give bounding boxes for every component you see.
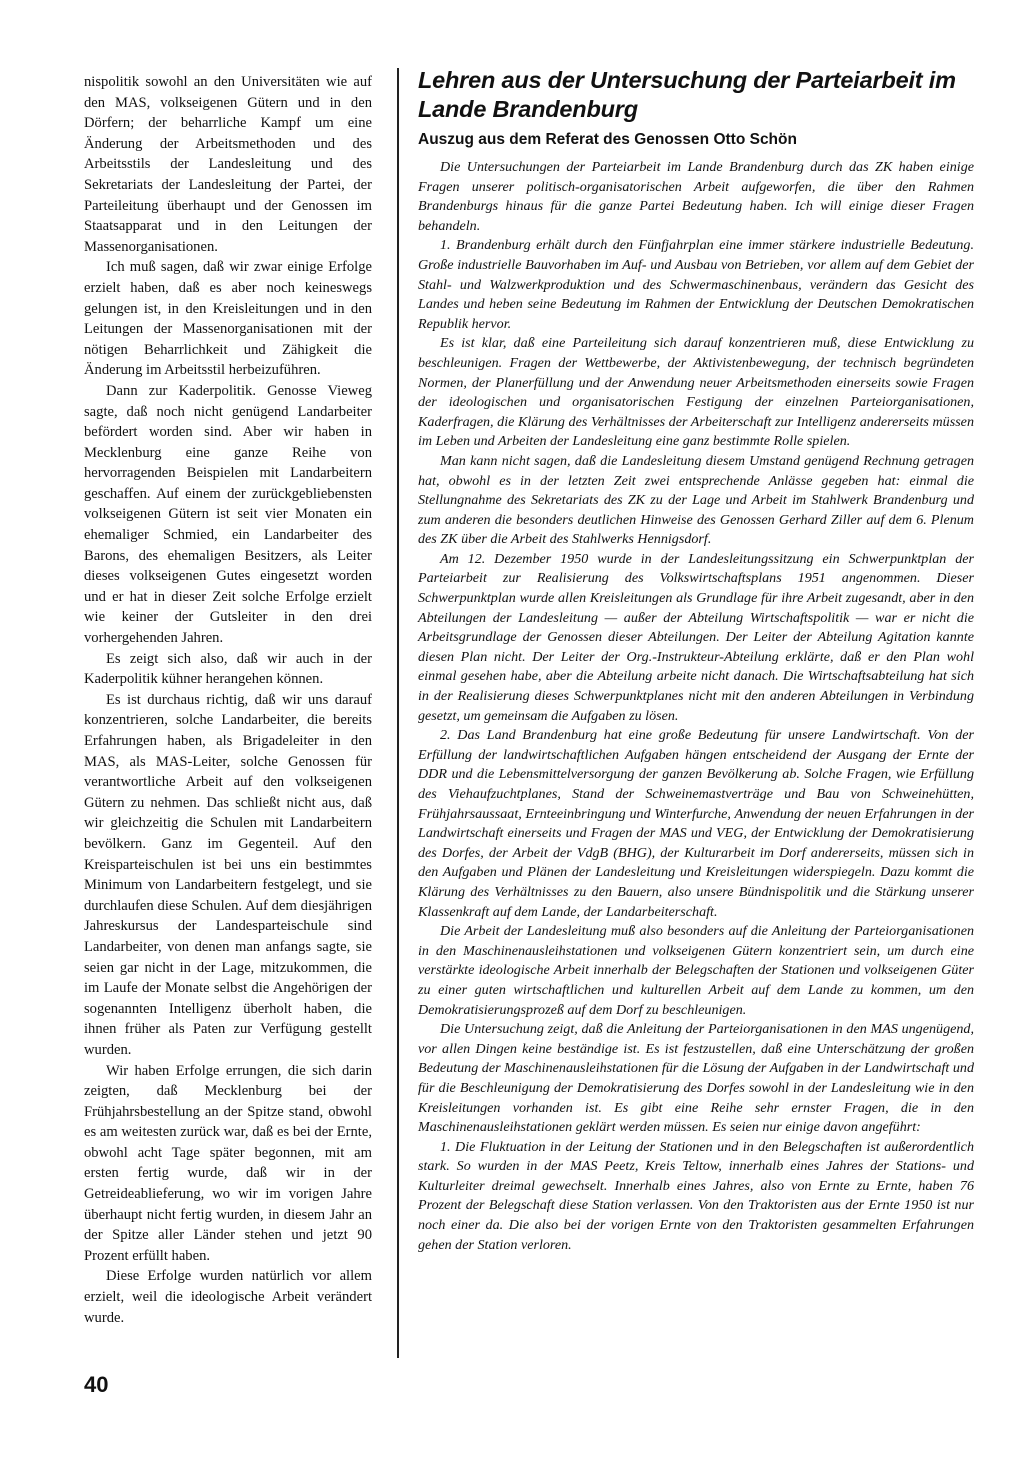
article-paragraph: 1. Brandenburg erhält durch den Fünfjahrplan eine immer stärkere industrielle Bedeutung. Große industrielle Bauvorhaben im Auf- und Ausbau von Betrieben, vor allem auf dem Gebiet der Stahl- und Walzwerkproduktion und des Schwermaschinenbaus, verändern das Gesicht des Landes und heben seine Bedeutung im Rahmen der Entwicklung der Deutschen Demokratischen Republik hervor.	[418, 237, 974, 332]
article-paragraph: Am 12. Dezember 1950 wurde in der Landesleitungssitzung ein Schwerpunktplan der Parteiarbeit zur Realisierung des Volkswirtschaftsplans 1951 angenommen. Dieser Schwerpunktplan wurde allen Kreisleitungen als Grundlage für ihre Arbeit zugesandt, aber in den Abteilungen der Landesleitung — außer der Abteilung Wirtschaftspolitik — war er nicht die Arbeitsgrundlage der Genossen dieser Abteilungen. Der Leiter der Abteilung Agitation kannte diesen Plan nicht. Der Leiter der Org.-Instrukteur-Abteilung erklärte, daß er den Plan wohl einmal gesehen habe, aber die Abteilung arbeite nicht danach. Die Wirtschaftsabteilung hat sich in der Realisierung dieses Schwerpunktplanes nicht mit den anderen Abteilungen in Verbindung gesetzt, um gemeinsam die Aufgaben zu lösen.	[418, 550, 974, 724]
article-title: Lehren aus der Untersuchung der Parteiarbeit im Lande Brandenburg	[418, 67, 956, 122]
page-number: 40	[84, 1372, 109, 1397]
article-paragraph: 2. Das Land Brandenburg hat eine große Bedeutung für unsere Landwirtschaft. Von der Erfüllung der landwirtschaftlichen Aufgaben hängen entscheidend der Ausgang der Ernte der DDR und die Lebensmittelversorgung der ganzen Bevölkerung ab. Solche Fragen, wie Erfüllung des Viehaufzuchtplanes, Stand der Schweinemastverträge und Bau von Schweinehütten, Frühjahrsaussaat, Ernteeinbringung und Winterfurche, Anwendung der neuen Erfahrungen in der Landwirtschaft einerseits und Fragen der MAS und VEG, der Entwicklung der Demokratisierung des Dorfes, der Arbeit der VdgB (BHG), der Kulturarbeit im Dorf andererseits, müssen sich in den Aufgaben und Plänen der Landesleitung und Kreisleitungen widerspiegeln. Dazu kommt die Klärung des Verhältnisses zu den Bauern, also unsere Bündnispolitik und die Stärkung unserer Klassenkraft auf dem Lande, der Landarbeiterschaft.	[418, 727, 974, 920]
article-paragraph: Die Arbeit der Landesleitung muß also besonders auf die Anleitung der Parteiorganisationen in den Maschinenausleihstationen und volkseigenen Gütern konzentriert sein, um durch eine verstärkte ideologische Arbeit innerhalb der Belegschaften der Stationen und volkseigenen Güter zu einer guten wirtschaftlichen und kulturellen Arbeit auf dem Lande zu kommen, um den Demokratisierungsprozeß auf dem Dorf zu beschleunigen.	[418, 923, 974, 1018]
left-paragraph: Dann zur Kaderpolitik. Genosse Vieweg sagte, daß noch nicht genügend Landarbeiter befördert worden sind. Aber wir haben in Mecklenburg eine ganze Reihe von hervorragenden Beispielen mit Landarbeitern geschaffen. Auf einem der zurückgebliebensten volkseigenen Gütern ist seit vier Monaten ein ehemaliger Schmied, ein Landarbeiter des Barons, des ehemaligen Besitzers, als Leiter dieses volkseigenen Gutes eingesetzt worden und er hat in dieser Zeit solche Erfolge erzielt wie keiner der Gutsleiter in den drei vorhergehenden Jahren.	[84, 382, 372, 647]
left-paragraph: Es ist durchaus richtig, daß wir uns darauf konzentrieren, solche Landarbeiter, die bereits Erfahrungen haben, als Brigadeleiter in den MAS, als MAS-Leiter, solche Genossen für verantwortliche Arbeit auf den volkseigenen Gütern zu nehmen. Das schließt nicht aus, daß wir gleichzeitig die Schulen mit Landarbeitern bevölkern. Ganz im Gegenteil. Auf den Kreisparteischulen ist bei uns ein bestimmtes Minimum von Landarbeitern festgelegt, und sie durchlaufen diese Schulen. Auf dem diesjährigen Jahreskursus der Landesparteischule sind Landarbeiter, von denen man anfangs sagte, sie seien gar nicht in der Lage, mitzukommen, die im Laufe der Monate selbst die Angehörigen der sogenannten Intelligenz überholt haben, die ihnen früher als Paten zur Verfügung gestellt wurden.	[84, 691, 372, 1058]
article-paragraph: 1. Die Fluktuation in der Leitung der Stationen und in den Belegschaften ist außerordentlich stark. So wurden in der MAS Peetz, Kreis Teltow, innerhalb eines Jahres der Stations- und Kulturleiter dreimal gewechselt. Innerhalb eines Jahres, also von Ernte zu Ernte, haben 76 Prozent der Belegschaft diese Station verlassen. Von den Traktoristen aus der Ernte 1950 ist nur noch einer da. Die also bei der vorigen Ernte von den Traktoristen gesammelten Erfahrungen gehen der Station verloren.	[418, 1138, 974, 1253]
article	[418, 66, 974, 1255]
article-body	[418, 158, 974, 1255]
article-paragraph: Es ist klar, daß eine Parteileitung sich darauf konzentrieren muß, diese Entwicklung zu beschleunigen. Fragen der Wettbewerbe, der Aktivistenbewegung, der technisch begründeten Normen, der Planerfüllung und der Anwendung neuer Arbeitsmethoden einerseits sowie Fragen der ideologischen und organisatorischen Festigung der einzelnen Parteiorganisationen, Kaderfragen, die Klärung des Verhältnisses der Arbeiterschaft zur Intelligenz andererseits müssen im Leben und Arbeiten der Landesleitung eine ganz bestimmte Rolle spielen.	[418, 335, 974, 450]
article-paragraph: Man kann nicht sagen, daß die Landesleitung diesem Umstand genügend Rechnung getragen hat, obwohl es in der letzten Zeit zwei entsprechende Anlässe gegeben hat: einmal die Stellungnahme des Sekretariats des ZK zu der Lage und Arbeit im Stahlwerk Brandenburg und zum anderen die besonders deutlichen Hinweise des Genossen Gerhard Ziller auf dem 6. Plenum des ZK über die Arbeit des Stahlwerks Hennigsdorf.	[418, 452, 974, 548]
article-subtitle: Auszug aus dem Referat des Genossen Otto Schön	[418, 131, 797, 148]
left-paragraph: Wir haben Erfolge errungen, die sich darin zeigten, daß Mecklenburg bei der Frühjahrsbestellung an der Spitze stand, obwohl es am weitesten zurück war, daß es bei der Ernte, obwohl acht Tage später begonnen, mit am ersten fertig wurde, daß wir in der Getreideablieferung, wo wir im vorigen Jahre überhaupt nicht fertig wurden, in diesem Jahr an der Spitze aller Länder stehen und jetzt 90 Prozent erfüllt haben.	[84, 1062, 372, 1264]
left-paragraph: Ich muß sagen, daß wir zwar einige Erfolge erzielt haben, daß es aber noch keineswegs gelungen ist, in den Kreisleitungen und in den Leitungen der Massenorganisationen mit der nötigen Beharrlichkeit und Zähigkeit die Änderung im Arbeitsstil herbeizuführen.	[84, 259, 372, 379]
left-paragraph: nispolitik sowohl an den Universitäten wie auf den MAS, volkseigenen Gütern und in den Dörfern; der beharrliche Kampf um eine Änderung der Arbeitsmethoden und des Arbeitsstils der Landesleitung und des Sekretariats der Landesleitung der Partei, der Parteileitung überhaupt und der Genossen im Staatsapparat und in den Leitungen der Massenorganisationen.	[84, 74, 372, 255]
article-paragraph: Die Untersuchungen der Parteiarbeit im Lande Brandenburg durch das ZK haben einige Fragen unserer politisch-organisatorischen Arbeit aufgeworfen, die über den Rahmen Brandenburgs hinaus für die ganze Partei Bedeutung haben. Ich will einige dieser Fragen behandeln.	[418, 159, 974, 234]
left-paragraph: Diese Erfolge wurden natürlich vor allem erzielt, weil die ideologische Arbeit verändert wurde.	[84, 1268, 372, 1326]
left-paragraph: Es zeigt sich also, daß wir auch in der Kaderpolitik kühner herangehen können.	[84, 650, 372, 688]
left-column	[84, 72, 372, 1328]
column-divider	[397, 68, 399, 1358]
article-paragraph: Die Untersuchung zeigt, daß die Anleitung der Parteiorganisationen in den MAS ungenügend, vor allen Dingen keine beständige ist. Es ist festzustellen, daß eine Unterschätzung der großen Bedeutung der Maschinenausleihstationen für die Lösung der Aufgaben in der Landwirtschaft und für die Beschleunigung der Demokratisierung des Dorfes sowohl in der Landesleitung wie in den Kreisleitungen vorhanden ist. Es gibt eine Reihe sehr ernster Fragen, die in den Maschinenausleihstationen geklärt werden müssen. Es seien nur einige davon angeführt:	[418, 1021, 975, 1136]
